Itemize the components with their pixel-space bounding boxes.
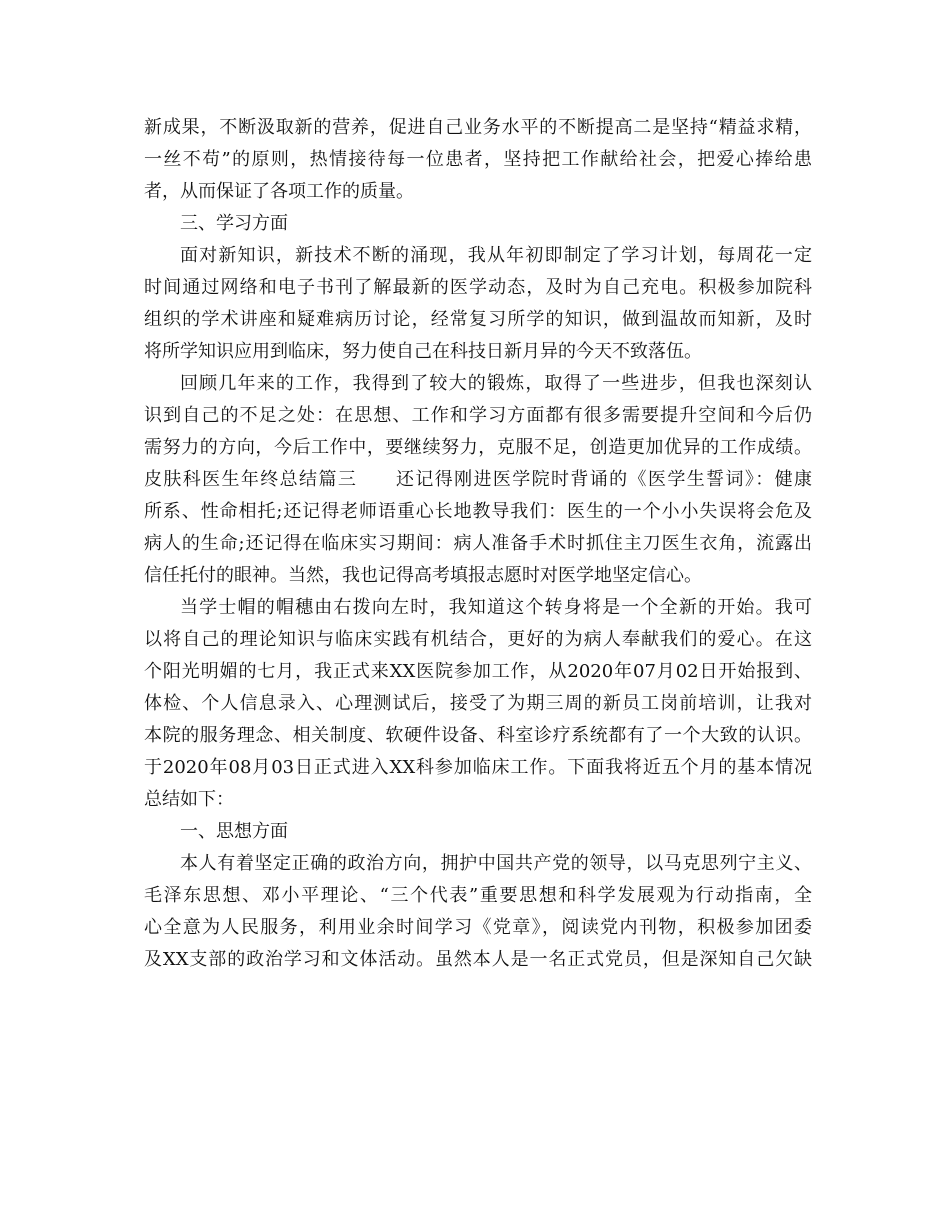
paragraph-line: 皮肤科医生年终总结篇三 还记得刚进医学院时背诵的《医学生誓词》：健康 bbox=[144, 469, 812, 490]
paragraph-line: 回顾几年来的工作，我得到了较大的锻炼，取得了一些进步，但我也深刻认 bbox=[180, 373, 812, 394]
paragraph-line: 需努力的方向，今后工作中，要继续努力，克服不足，创造更加优异的工作成绩。 bbox=[144, 437, 812, 458]
paragraph-line: 一丝不苟”的原则，热情接待每一位患者，坚持把工作献给社会，把爱心捧给患 bbox=[144, 149, 812, 170]
paragraph-line: 面对新知识，新技术不断的涌现，我从年初即制定了学习计划，每周花一定 bbox=[180, 245, 812, 266]
paragraph-line: 及XX支部的政治学习和文体活动。虽然本人是一名正式党员，但是深知自己欠缺 bbox=[144, 949, 812, 970]
paragraph-line: 总结如下： bbox=[144, 789, 234, 810]
paragraph-line: 当学士帽的帽穗由右拨向左时，我知道这个转身将是一个全新的开始。我可 bbox=[180, 597, 812, 618]
paragraph-line: 体检、个人信息录入、心理测试后，接受了为期三周的新员工岗前培训，让我对 bbox=[144, 693, 812, 714]
paragraph-line: 所系、性命相托;还记得老师语重心长地教导我们：医生的一个小小失误将会危及 bbox=[144, 501, 812, 522]
paragraph-line: 识到自己的不足之处：在思想、工作和学习方面都有很多需要提升空间和今后仍 bbox=[144, 405, 812, 426]
paragraph-line: 病人的生命;还记得在临床实习期间：病人准备手术时抓住主刀医生衣角，流露出 bbox=[144, 533, 812, 554]
paragraph-line: 将所学知识应用到临床，努力使自己在科技日新月异的今天不致落伍。 bbox=[144, 341, 702, 362]
paragraph-line: 毛泽东思想、邓小平理论、“三个代表”重要思想和科学发展观为行动指南，全 bbox=[144, 885, 812, 906]
paragraph-line: 组织的学术讲座和疑难病历讨论，经常复习所学的知识，做到温故而知新，及时 bbox=[144, 309, 812, 330]
paragraph-line: 本院的服务理念、相关制度、软硬件设备、科室诊疗系统都有了一个大致的认识。 bbox=[144, 725, 812, 746]
paragraph-line: 新成果，不断汲取新的营养，促进自己业务水平的不断提高二是坚持“精益求精， bbox=[144, 117, 812, 138]
document-body bbox=[144, 112, 812, 976]
paragraph-line: 个阳光明媚的七月，我正式来XX医院参加工作，从2020年07月02日开始报到、 bbox=[144, 661, 812, 682]
section-heading: 一、思想方面 bbox=[180, 821, 288, 842]
paragraph-line: 于2020年08月03日正式进入XX科参加临床工作。下面我将近五个月的基本情况 bbox=[144, 757, 812, 778]
paragraph-line: 者，从而保证了各项工作的质量。 bbox=[144, 181, 414, 202]
paragraph-line: 本人有着坚定正确的政治方向，拥护中国共产党的领导，以马克思列宁主义、 bbox=[180, 853, 812, 874]
paragraph-line: 信任托付的眼神。当然，我也记得高考填报志愿时对医学地坚定信心。 bbox=[144, 565, 702, 586]
paragraph-line: 时间通过网络和电子书刊了解最新的医学动态，及时为自己充电。积极参加院科 bbox=[144, 277, 812, 298]
section-heading: 三、学习方面 bbox=[180, 213, 288, 234]
paragraph-line: 心全意为人民服务，利用业余时间学习《党章》，阅读党内刊物，积极参加团委 bbox=[144, 917, 812, 938]
paragraph-line: 以将自己的理论知识与临床实践有机结合，更好的为病人奉献我们的爱心。在这 bbox=[144, 629, 812, 650]
